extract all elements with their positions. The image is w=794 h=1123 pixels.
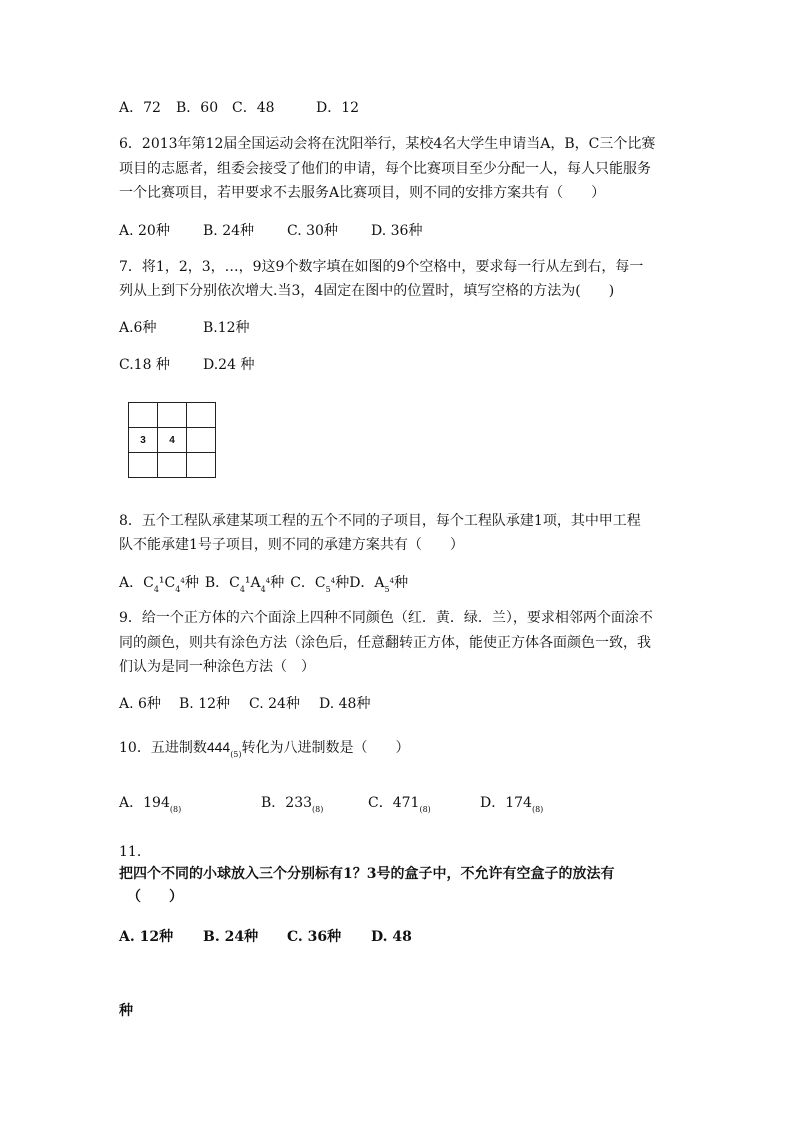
- grid-cell: 3: [129, 428, 158, 453]
- q5-option-c: C．48: [232, 100, 275, 116]
- q8-c-prefix: C．C: [290, 575, 326, 591]
- grid-row: [129, 453, 216, 478]
- q11-option-b: B. 24种: [203, 929, 259, 945]
- q11-option-d: D. 48: [371, 929, 412, 945]
- q11-option-a: A. 12种: [119, 929, 174, 945]
- q9-options: [119, 694, 370, 714]
- q7-stem-line-1: 7．将1，2，3，…，9这9个数字填在如图的9个空格中，要求每一行从左到右，每一: [119, 259, 644, 275]
- q8-c-sup1: 4: [330, 577, 336, 585]
- q7-number-grid: [128, 402, 216, 478]
- q7-options-row-2: [119, 355, 254, 375]
- q8-b-suffix: 种: [270, 575, 285, 591]
- q11-stem: 把四个不同的小球放入三个分别标有1？3号的盒子中，不允许有空盒子的放法有: [119, 866, 615, 882]
- q10-d-base: (8): [531, 805, 544, 814]
- q5-option-d: D．12: [316, 100, 360, 116]
- q6-option-a: A. 20种: [119, 223, 170, 239]
- q10-option-a: [119, 793, 261, 820]
- q9-stem-line-2: 同的颜色，则共有涂色方法（涂色后，任意翻转正方体，能使正方体各面颜色一致，我: [119, 635, 651, 651]
- q10-c-value: 471: [392, 795, 420, 811]
- q8-b-sub2: 4: [260, 585, 266, 594]
- q8-c-suffix: 种: [335, 575, 350, 591]
- q8-d-sup1: 4: [389, 577, 395, 585]
- q8-d-prefix: D．A: [349, 575, 385, 591]
- q8-option-b: [205, 571, 284, 600]
- q8-d-suffix: 种: [394, 575, 409, 591]
- q6-option-b: B. 24种: [203, 223, 255, 239]
- grid-row: [129, 428, 216, 453]
- q11-number: 11．: [119, 844, 151, 860]
- q8-option-c: [290, 571, 349, 600]
- q8-option-d: [349, 571, 408, 600]
- q8-b-prefix: B．C: [204, 575, 240, 591]
- q9-stem-line-1: 9．给一个正方体的六个面涂上四种不同颜色（红．黄．绿．兰），要求相邻两个面涂不: [119, 610, 653, 626]
- q7-option-b: B.12种: [203, 320, 250, 336]
- q10-stem-prefix: 10．五进制数: [119, 740, 207, 756]
- q6-stem-line-2: 项目的志愿者，组委会接受了他们的申请，每个比赛项目至少分配一人，每人只能服务: [119, 161, 651, 177]
- q9-option-a: A. 6种: [119, 696, 161, 712]
- q5-option-b: B．60: [176, 100, 219, 116]
- q10-b-value: 233: [285, 795, 313, 811]
- grid-cell: [187, 453, 216, 478]
- q10-option-c: [368, 793, 480, 820]
- q10-a-base: (8): [169, 805, 182, 814]
- q8-options: [119, 571, 408, 600]
- q8-b-sub1: 4: [239, 585, 245, 594]
- q6-option-d: D. 36种: [371, 223, 423, 239]
- q8-option-a: [119, 571, 199, 600]
- q11-paren: （ ）: [127, 889, 183, 905]
- grid-cell: [158, 403, 187, 428]
- q7-stem-line-2: 列从上到下分别依次增大.当3，4固定在图中的位置时，填写空格的方法为( ): [119, 283, 615, 299]
- q8-a-sub1: 4: [153, 585, 159, 594]
- grid-cell: [129, 453, 158, 478]
- q10-option-d: [480, 793, 543, 820]
- q10-stem: [119, 737, 410, 765]
- q11-options: [119, 927, 412, 947]
- grid-row: [129, 403, 216, 428]
- q10-a-value: 194: [143, 795, 170, 811]
- q9-option-c: C. 24种: [249, 696, 300, 712]
- grid-cell: [187, 428, 216, 453]
- q8-b-sup2: 4: [265, 577, 271, 585]
- q7-option-a: A.6种: [119, 320, 157, 336]
- q8-stem-line-2: 队不能承建1号子项目，则不同的承建方案共有（ ）: [119, 537, 464, 553]
- q10-c-label: C．: [368, 795, 393, 811]
- q10-b-label: B．: [261, 795, 286, 811]
- q5-option-a: A．72: [119, 100, 161, 116]
- q8-d-sub1: 5: [384, 585, 390, 594]
- q8-a-mid: ¹C: [158, 575, 176, 591]
- q10-stem-suffix: 转化为八进制数是（ ）: [241, 740, 410, 756]
- grid-cell: [158, 453, 187, 478]
- q8-a-suffix: 种: [184, 575, 199, 591]
- q10-options: [119, 793, 543, 820]
- q8-c-sub1: 5: [325, 585, 331, 594]
- q8-a-sub2: 4: [175, 585, 181, 594]
- q7-options-row-1: [119, 318, 250, 338]
- q10-stem-number: 444: [206, 739, 231, 755]
- q10-c-base: (8): [419, 805, 431, 814]
- q8-b-mid: ¹A: [244, 575, 261, 591]
- q9-option-b: B. 12种: [179, 696, 231, 712]
- q6-options: [119, 221, 422, 241]
- q6-option-c: C. 30种: [287, 223, 338, 239]
- grid-cell: [187, 403, 216, 428]
- grid-cell: 4: [158, 428, 187, 453]
- q11-option-c: C. 36种: [287, 929, 342, 945]
- q10-stem-base: (5): [230, 750, 242, 759]
- q10-d-value: 174: [505, 795, 532, 811]
- q6-stem-line-3: 一个比赛项目，若甲要求不去服务A比赛项目，则不同的安排方案共有（ ）: [119, 185, 606, 201]
- q10-b-base: (8): [312, 805, 324, 814]
- q6-stem-line-1: 6．2013年第12届全国运动会将在沈阳举行，某校4名大学生申请当A，B，C三个比赛: [119, 136, 656, 152]
- q8-stem-line-1: 8．五个工程队承建某项工程的五个不同的子项目，每个工程队承建1项，其中甲工程: [119, 513, 641, 529]
- q8-a-sup2: 4: [180, 577, 185, 585]
- q7-option-c: C.18 种: [119, 357, 170, 373]
- q5-options: [119, 98, 359, 118]
- q7-option-d: D.24 种: [203, 357, 255, 373]
- q9-stem-line-3: 们认为是同一种涂色方法（ ）: [119, 659, 315, 675]
- q10-a-label: A．: [119, 795, 144, 811]
- q10-d-label: D．: [480, 795, 506, 811]
- q9-option-d: D. 48种: [319, 696, 371, 712]
- grid-cell: [129, 403, 158, 428]
- q8-a-prefix: A．C: [119, 575, 154, 591]
- q10-option-b: [261, 793, 368, 820]
- q11-trailing-unit: 种: [119, 1003, 133, 1019]
